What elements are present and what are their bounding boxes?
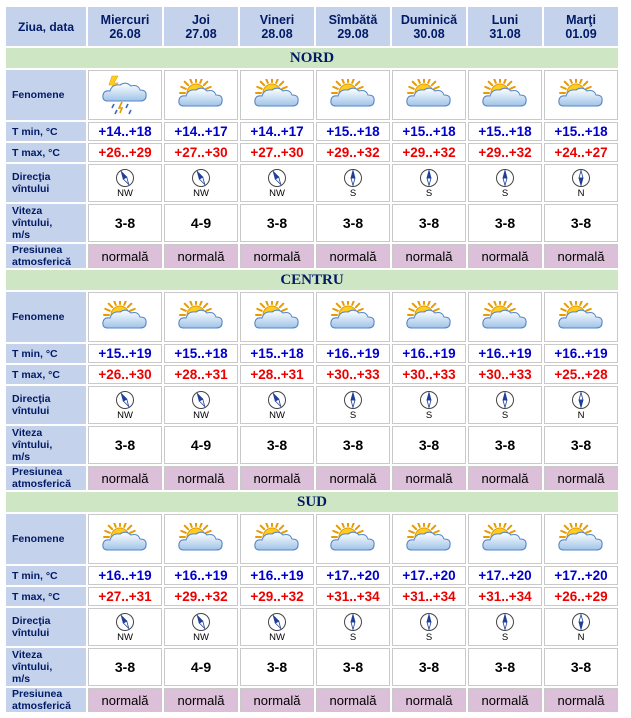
partly-cloudy-icon: [556, 79, 606, 111]
wind-compass-icon: [267, 168, 287, 188]
tmin-value: +15..+18: [316, 122, 390, 141]
wind-direction-label: NW: [269, 187, 285, 199]
tmin-row: [6, 122, 618, 141]
row-label-line: vîntului: [12, 183, 50, 195]
wind-direction-row: [6, 386, 618, 424]
row-label-presiunea: [6, 466, 86, 490]
tmin-value: +15..+18: [468, 122, 542, 141]
wind-compass-icon: [571, 168, 591, 188]
wind-compass-icon: [495, 168, 515, 188]
wind-direction: [165, 612, 237, 643]
wind-direction: [89, 612, 161, 643]
weather-cell: [240, 292, 314, 342]
region-header-row: [6, 48, 618, 68]
wind-speed-value: 3-8: [240, 204, 314, 242]
pressure-value: normală: [316, 466, 390, 490]
row-label-line: Presiunea: [12, 244, 63, 256]
wind-direction-row: [6, 608, 618, 646]
row-label-line: Presiunea: [12, 688, 63, 700]
wind-speed-value: 4-9: [164, 204, 238, 242]
wind-direction-cell: [544, 164, 618, 202]
row-label-viteza: [6, 426, 86, 464]
day-name: Marţi: [566, 12, 596, 27]
partly-cloudy-icon: [176, 79, 226, 111]
wind-direction-cell: [544, 608, 618, 646]
pressure-value: normală: [544, 688, 618, 712]
pressure-value: normală: [240, 688, 314, 712]
tmax-value: +26..+29: [88, 143, 162, 162]
wind-compass-icon: [267, 390, 287, 410]
tmax-value: +29..+32: [316, 143, 390, 162]
row-label-line: atmosferică: [12, 256, 71, 268]
row-label-line: vîntului,: [12, 217, 53, 229]
weather-cell: [544, 514, 618, 564]
pressure-value: normală: [392, 244, 466, 268]
day-date: 29.08: [337, 26, 369, 41]
wind-direction-cell: [544, 386, 618, 424]
day-date: 30.08: [413, 26, 445, 41]
wind-direction-cell: [316, 164, 390, 202]
weather-cell: [316, 292, 390, 342]
weather-cell: [468, 514, 542, 564]
wind-direction-cell: [468, 164, 542, 202]
wind-direction: [241, 612, 313, 643]
wind-compass-icon: [571, 612, 591, 632]
wind-speed-value: 4-9: [164, 426, 238, 464]
fenomene-row: [6, 70, 618, 120]
weather-cell: [240, 514, 314, 564]
tmax-value: +29..+32: [392, 143, 466, 162]
wind-direction: [317, 612, 389, 643]
row-label-line: vîntului,: [12, 439, 53, 451]
row-label-line: m/s: [12, 451, 31, 463]
partly-cloudy-icon: [480, 301, 530, 333]
wind-direction: [545, 168, 617, 199]
wind-direction-label: NW: [269, 631, 285, 643]
wind-direction: [545, 390, 617, 421]
weather-cell: [392, 514, 466, 564]
wind-direction: [545, 612, 617, 643]
wind-compass-icon: [343, 612, 363, 632]
wind-direction-label: NW: [193, 631, 209, 643]
wind-compass-icon: [191, 168, 211, 188]
day-name: Vineri: [259, 12, 295, 27]
wind-direction-label: N: [577, 631, 585, 643]
row-label-line: Viteza: [12, 205, 43, 217]
wind-direction-label: S: [501, 187, 509, 199]
tmax-value: +27..+30: [240, 143, 314, 162]
wind-speed-row: [6, 648, 618, 686]
tmin-value: +16..+19: [316, 344, 390, 363]
wind-compass-icon: [419, 390, 439, 410]
day-name: Joi: [191, 12, 211, 27]
wind-speed-row: [6, 204, 618, 242]
wind-direction: [317, 390, 389, 421]
tmin-value: +16..+19: [392, 344, 466, 363]
tmin-value: +16..+19: [164, 566, 238, 585]
wind-speed-value: 3-8: [544, 204, 618, 242]
wind-direction-label: S: [425, 409, 433, 421]
partly-cloudy-icon: [252, 523, 302, 555]
tmin-value: +15..+18: [240, 344, 314, 363]
tmin-row: [6, 566, 618, 585]
tmin-value: +17..+20: [316, 566, 390, 585]
tmax-value: +31..+34: [468, 587, 542, 606]
tmin-value: +14..+17: [240, 122, 314, 141]
tmax-row: [6, 587, 618, 606]
wind-speed-value: 4-9: [164, 648, 238, 686]
tmax-value: +24..+27: [544, 143, 618, 162]
tmax-value: +28..+31: [164, 365, 238, 384]
wind-direction-cell: [240, 386, 314, 424]
wind-direction-label: NW: [117, 631, 133, 643]
tmax-value: +30..+33: [316, 365, 390, 384]
weather-cell: [468, 292, 542, 342]
day-name: Sîmbătă: [328, 12, 378, 27]
wind-speed-value: 3-8: [316, 204, 390, 242]
wind-direction-label: NW: [269, 409, 285, 421]
row-label-line: Viteza: [12, 649, 43, 661]
row-label-line: Presiunea: [12, 466, 63, 478]
region-title: SUD: [6, 492, 618, 512]
tmin-value: +16..+19: [88, 566, 162, 585]
tmin-value: +15..+18: [544, 122, 618, 141]
row-label-tmax: T max, °C: [6, 365, 86, 384]
wind-speed-value: 3-8: [240, 648, 314, 686]
wind-direction-row: [6, 164, 618, 202]
row-label-directia: [6, 386, 86, 424]
day-header: [468, 7, 542, 46]
weather-cell: [316, 70, 390, 120]
wind-speed-value: 3-8: [316, 648, 390, 686]
row-label-presiunea: [6, 244, 86, 268]
region-title: NORD: [6, 48, 618, 68]
wind-compass-icon: [495, 390, 515, 410]
wind-speed-value: 3-8: [88, 204, 162, 242]
wind-direction: [89, 168, 161, 199]
wind-direction: [469, 390, 541, 421]
wind-direction-label: NW: [117, 409, 133, 421]
partly-cloudy-icon: [328, 79, 378, 111]
row-label-fenomene: Fenomene: [6, 514, 86, 564]
tmin-value: +16..+19: [468, 344, 542, 363]
tmin-value: +14..+18: [88, 122, 162, 141]
tmax-value: +28..+31: [240, 365, 314, 384]
weather-cell: [240, 70, 314, 120]
row-label-line: Viteza: [12, 427, 43, 439]
partly-cloudy-icon: [480, 523, 530, 555]
wind-direction-cell: [468, 386, 542, 424]
pressure-value: normală: [392, 466, 466, 490]
pressure-value: normală: [164, 244, 238, 268]
tmin-value: +15..+18: [392, 122, 466, 141]
tmax-row: [6, 365, 618, 384]
wind-speed-value: 3-8: [88, 426, 162, 464]
partly-cloudy-icon: [404, 79, 454, 111]
wind-speed-value: 3-8: [392, 648, 466, 686]
partly-cloudy-icon: [480, 79, 530, 111]
tmax-value: +30..+33: [392, 365, 466, 384]
partly-cloudy-icon: [328, 523, 378, 555]
wind-speed-value: 3-8: [88, 648, 162, 686]
row-label-line: vîntului: [12, 627, 50, 639]
row-label-tmin: T min, °C: [6, 122, 86, 141]
wind-compass-icon: [115, 168, 135, 188]
row-label-tmax: T max, °C: [6, 587, 86, 606]
partly-cloudy-icon: [252, 301, 302, 333]
tmax-value: +31..+34: [316, 587, 390, 606]
wind-speed-value: 3-8: [468, 204, 542, 242]
pressure-value: normală: [544, 244, 618, 268]
tmax-value: +29..+32: [164, 587, 238, 606]
weather-cell: [544, 70, 618, 120]
wind-direction-label: S: [425, 631, 433, 643]
row-label-line: m/s: [12, 229, 31, 241]
partly-cloudy-icon: [404, 523, 454, 555]
weather-cell: [544, 292, 618, 342]
wind-direction-label: NW: [193, 409, 209, 421]
day-date: 28.08: [261, 26, 293, 41]
tmax-value: +25..+28: [544, 365, 618, 384]
wind-direction-cell: [240, 164, 314, 202]
partly-cloudy-icon: [176, 523, 226, 555]
wind-direction-cell: [316, 386, 390, 424]
wind-direction-cell: [392, 164, 466, 202]
tmax-value: +27..+31: [88, 587, 162, 606]
row-label-line: vîntului,: [12, 661, 53, 673]
pressure-row: [6, 244, 618, 268]
day-header: [392, 7, 466, 46]
day-name: Luni: [491, 12, 519, 27]
tmin-value: +17..+20: [468, 566, 542, 585]
wind-direction-label: NW: [117, 187, 133, 199]
wind-speed-value: 3-8: [392, 426, 466, 464]
weather-cell: [392, 292, 466, 342]
pressure-value: normală: [316, 688, 390, 712]
region-header-row: [6, 270, 618, 290]
row-label-line: atmosferică: [12, 700, 71, 712]
wind-direction-cell: [392, 608, 466, 646]
wind-compass-icon: [191, 612, 211, 632]
weather-cell: [164, 70, 238, 120]
day-header: [240, 7, 314, 46]
wind-direction-label: S: [501, 631, 509, 643]
wind-compass-icon: [343, 168, 363, 188]
partly-cloudy-icon: [100, 523, 150, 555]
thunderstorm-rain-icon: [100, 74, 150, 116]
wind-direction: [89, 390, 161, 421]
partly-cloudy-icon: [556, 523, 606, 555]
wind-direction-label: S: [349, 409, 357, 421]
tmax-value: +31..+34: [392, 587, 466, 606]
tmax-value: +27..+30: [164, 143, 238, 162]
region-header-row: [6, 492, 618, 512]
row-label-line: vîntului: [12, 405, 50, 417]
pressure-value: normală: [164, 688, 238, 712]
wind-compass-icon: [419, 168, 439, 188]
row-label-line: atmosferică: [12, 478, 71, 490]
weather-cell: [468, 70, 542, 120]
wind-direction-cell: [468, 608, 542, 646]
row-label-tmin: T min, °C: [6, 566, 86, 585]
pressure-value: normală: [240, 466, 314, 490]
pressure-value: normală: [88, 688, 162, 712]
wind-direction-cell: [164, 608, 238, 646]
wind-direction-cell: [88, 386, 162, 424]
header-row: [6, 7, 618, 46]
tmin-value: +17..+20: [392, 566, 466, 585]
partly-cloudy-icon: [100, 301, 150, 333]
tmin-value: +16..+19: [544, 344, 618, 363]
row-label-line: Direcţia: [12, 393, 51, 405]
partly-cloudy-icon: [556, 301, 606, 333]
day-date: 01.09: [565, 26, 597, 41]
row-label-directia: [6, 608, 86, 646]
row-label-tmax: T max, °C: [6, 143, 86, 162]
tmax-value: +29..+32: [240, 587, 314, 606]
wind-compass-icon: [115, 390, 135, 410]
pressure-value: normală: [468, 244, 542, 268]
wind-speed-value: 3-8: [544, 648, 618, 686]
row-label-fenomene: Fenomene: [6, 292, 86, 342]
pressure-value: normală: [392, 688, 466, 712]
wind-direction-label: N: [577, 409, 585, 421]
tmin-value: +16..+19: [240, 566, 314, 585]
row-label-viteza: [6, 204, 86, 242]
wind-speed-value: 3-8: [544, 426, 618, 464]
wind-direction: [469, 612, 541, 643]
wind-compass-icon: [115, 612, 135, 632]
weather-cell: [164, 292, 238, 342]
wind-direction: [241, 168, 313, 199]
row-label-presiunea: [6, 688, 86, 712]
tmax-value: +29..+32: [468, 143, 542, 162]
row-label-tmin: T min, °C: [6, 344, 86, 363]
pressure-value: normală: [164, 466, 238, 490]
pressure-value: normală: [240, 244, 314, 268]
wind-direction-cell: [392, 386, 466, 424]
weather-cell: [392, 70, 466, 120]
tmin-value: +14..+17: [164, 122, 238, 141]
wind-compass-icon: [571, 390, 591, 410]
pressure-value: normală: [88, 244, 162, 268]
row-label-line: Direcţia: [12, 171, 51, 183]
wind-compass-icon: [343, 390, 363, 410]
wind-direction: [393, 612, 465, 643]
wind-compass-icon: [191, 390, 211, 410]
wind-compass-icon: [267, 612, 287, 632]
wind-speed-value: 3-8: [240, 426, 314, 464]
wind-direction: [241, 390, 313, 421]
wind-direction-label: S: [349, 187, 357, 199]
partly-cloudy-icon: [404, 301, 454, 333]
wind-direction: [165, 168, 237, 199]
wind-speed-value: 3-8: [316, 426, 390, 464]
wind-direction-label: S: [425, 187, 433, 199]
wind-direction-label: NW: [193, 187, 209, 199]
region-title: CENTRU: [6, 270, 618, 290]
partly-cloudy-icon: [328, 301, 378, 333]
pressure-value: normală: [544, 466, 618, 490]
day-date: 27.08: [185, 26, 217, 41]
pressure-value: normală: [316, 244, 390, 268]
fenomene-row: [6, 514, 618, 564]
weather-cell: [316, 514, 390, 564]
row-label-viteza: [6, 648, 86, 686]
tmax-value: +30..+33: [468, 365, 542, 384]
wind-direction-cell: [88, 164, 162, 202]
wind-speed-value: 3-8: [392, 204, 466, 242]
tmax-value: +26..+30: [88, 365, 162, 384]
day-name: Miercuri: [100, 12, 150, 27]
pressure-row: [6, 688, 618, 712]
tmin-value: +17..+20: [544, 566, 618, 585]
tmin-value: +15..+18: [164, 344, 238, 363]
partly-cloudy-icon: [252, 79, 302, 111]
row-label-fenomene: Fenomene: [6, 70, 86, 120]
wind-direction-cell: [164, 386, 238, 424]
weather-cell: [88, 70, 162, 120]
wind-compass-icon: [419, 612, 439, 632]
day-header: [164, 7, 238, 46]
partly-cloudy-icon: [176, 301, 226, 333]
wind-direction-cell: [88, 608, 162, 646]
corner-label: Ziua, data: [6, 7, 86, 46]
wind-direction-label: N: [577, 187, 585, 199]
day-date: 31.08: [489, 26, 521, 41]
wind-direction: [469, 168, 541, 199]
wind-direction-label: S: [349, 631, 357, 643]
wind-direction: [393, 390, 465, 421]
tmin-row: [6, 344, 618, 363]
weather-cell: [88, 292, 162, 342]
fenomene-row: [6, 292, 618, 342]
wind-direction-cell: [240, 608, 314, 646]
wind-direction: [393, 168, 465, 199]
forecast-table: [4, 5, 620, 714]
pressure-row: [6, 466, 618, 490]
day-header: [316, 7, 390, 46]
row-label-line: Direcţia: [12, 615, 51, 627]
day-date: 26.08: [109, 26, 141, 41]
wind-direction-cell: [164, 164, 238, 202]
row-label-line: m/s: [12, 673, 31, 685]
pressure-value: normală: [468, 466, 542, 490]
weather-cell: [88, 514, 162, 564]
wind-compass-icon: [495, 612, 515, 632]
wind-direction-label: S: [501, 409, 509, 421]
tmax-value: +26..+29: [544, 587, 618, 606]
tmin-value: +15..+19: [88, 344, 162, 363]
wind-direction: [317, 168, 389, 199]
day-header: [544, 7, 618, 46]
wind-speed-value: 3-8: [468, 426, 542, 464]
pressure-value: normală: [88, 466, 162, 490]
day-name: Duminică: [400, 12, 458, 27]
wind-speed-row: [6, 426, 618, 464]
row-label-directia: [6, 164, 86, 202]
pressure-value: normală: [468, 688, 542, 712]
wind-direction-cell: [316, 608, 390, 646]
wind-direction: [165, 390, 237, 421]
wind-speed-value: 3-8: [468, 648, 542, 686]
weather-cell: [164, 514, 238, 564]
tmax-row: [6, 143, 618, 162]
day-header: [88, 7, 162, 46]
